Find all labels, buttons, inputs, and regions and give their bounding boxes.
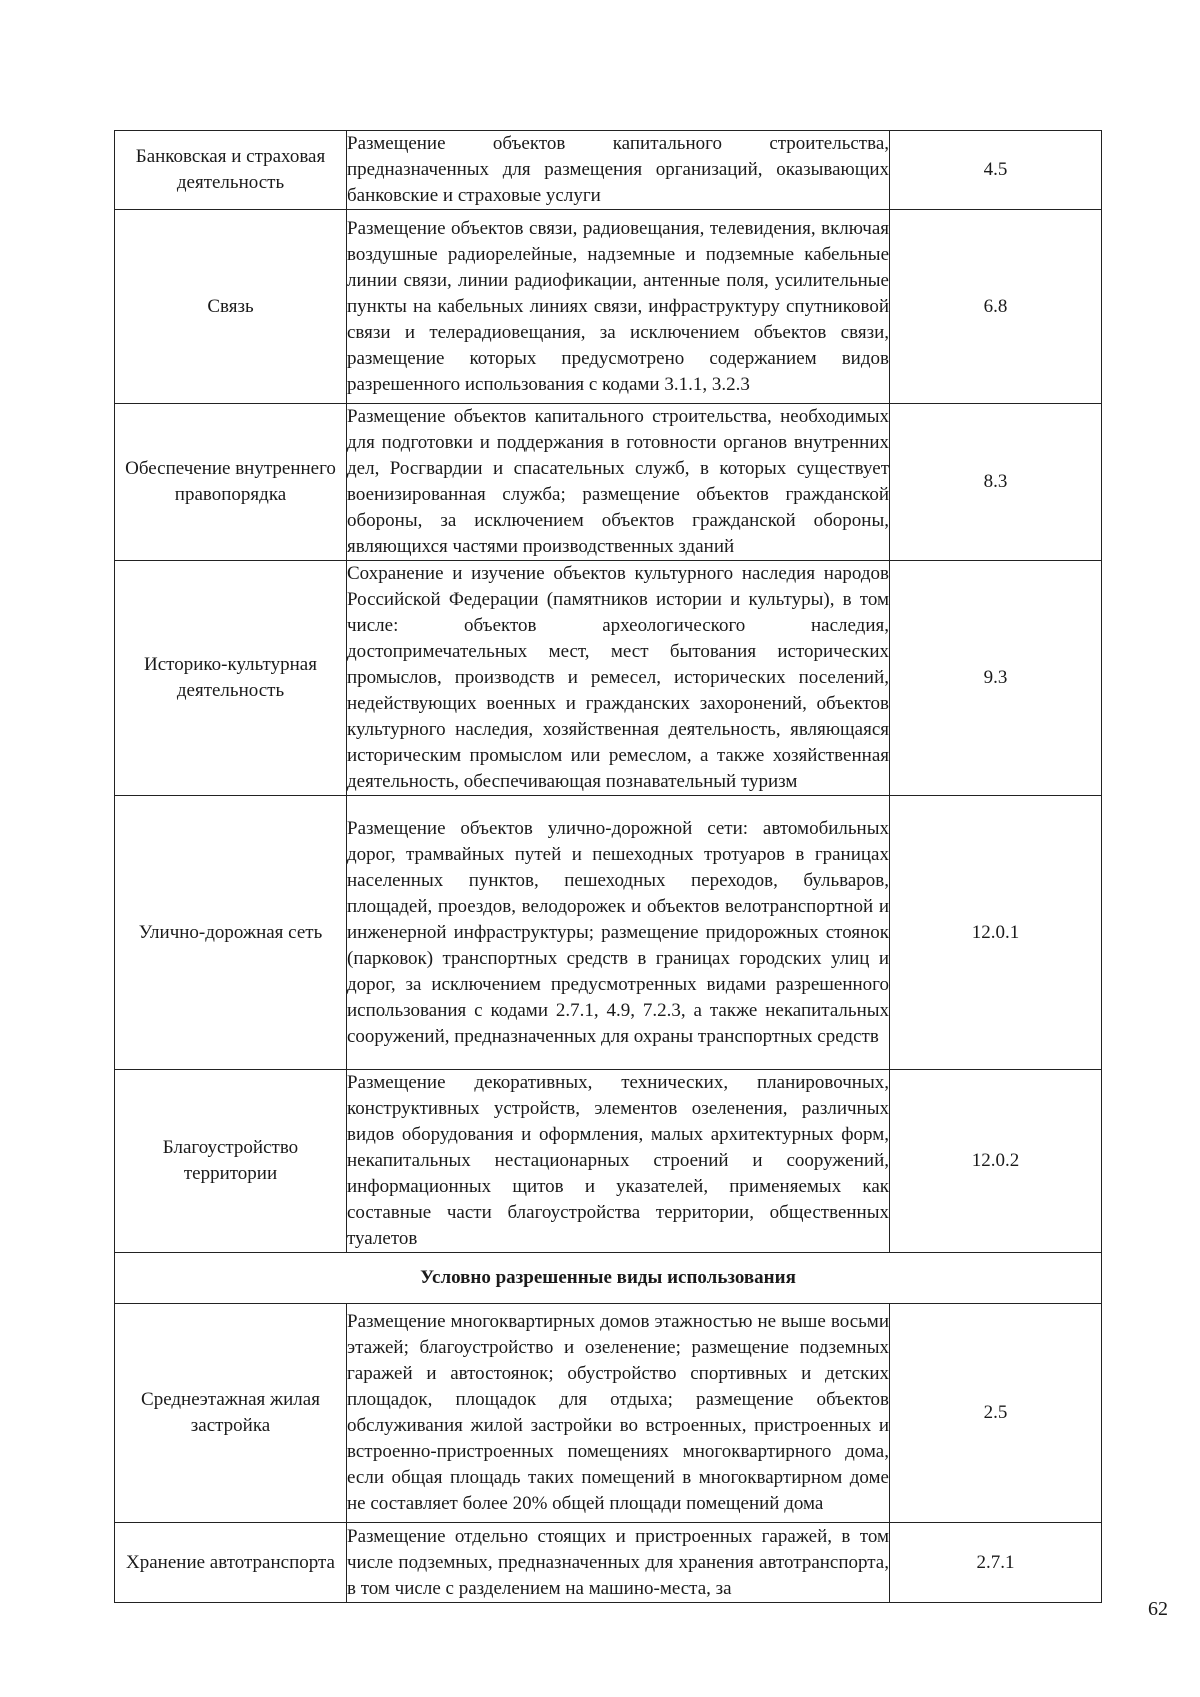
use-code: 9.3 [890,561,1102,796]
use-description: Размещение объектов улично-дорожной сети: автомобильных дорог, трамвайных путей и пешеходных тротуаров в границах населенных пунктов, пешеходных переходов, бульваров, площадей, проездов, велодорожек и объектов велотранспортной и инженерной инфраструктуры; размещение придорожных стоянок (парковок) транспортных средств в границах городских улиц и дорог, за исключением предусмотренных видами разрешенного использования с кодами 2.7.1, 4.9, 7.2.3, а также некапитальных сооружений, предназначенных для охраны транспортных средств [347,796,890,1070]
use-description: Размещение объектов связи, радиовещания, телевидения, включая воздушные радиорелейные, надземные и подземные кабельные линии связи, линии радиофикации, антенные поля, усилительные пункты на кабельных линиях связи, инфраструктуру спутниковой связи и телерадиовещания, за исключением объектов связи, размещение которых предусмотрено содержанием видов разрешенного использования с кодами 3.1.1, 3.2.3 [347,210,890,404]
use-name: Историко-культурная деятельность [115,561,347,796]
use-description: Размещение объектов капитального строительства, предназначенных для размещения организаций, оказывающих банковские и страховые услуги [347,131,890,210]
use-code: 4.5 [890,131,1102,210]
use-description: Размещение многоквартирных домов этажностью не выше восьми этажей; благоустройство и озеленение; размещение подземных гаражей и автостоянок; обустройство спортивных и детских площадок, площадок для отдыха; размещение объектов обслуживания жилой застройки во встроенных, пристроенных и встроенно-пристроенных помещениях многоквартирного дома, если общая площадь таких помещений в многоквартирном доме не составляет более 20% общей площади помещений дома [347,1304,890,1523]
table-row [115,210,1102,404]
section-row [115,1253,1102,1304]
use-description: Размещение декоративных, технических, планировочных, конструктивных устройств, элементов озеленения, различных видов оборудования и оформления, малых архитектурных форм, некапитальных нестационарных строений и сооружений, информационных щитов и указателей, применяемых как составные части благоустройства территории, общественных туалетов [347,1070,890,1253]
land-use-table [114,130,1102,1603]
use-name: Улично-дорожная сеть [115,796,347,1070]
use-code: 6.8 [890,210,1102,404]
use-description: Сохранение и изучение объектов культурного наследия народов Российской Федерации (памятников истории и культуры), в том числе: объектов археологического наследия, достопримечательных мест, мест бытования исторических промыслов, производств и ремесел, исторических поселений, недействующих военных и гражданских захоронений, объектов культурного наследия, хозяйственная деятельность, являющаяся историческим промыслом или ремеслом, а также хозяйственная деятельность, обеспечивающая познавательный туризм [347,561,890,796]
table-row [115,1304,1102,1523]
use-name: Связь [115,210,347,404]
use-name: Среднеэтажная жилая застройка [115,1304,347,1523]
table-row [115,404,1102,561]
use-description: Размещение объектов капитального строительства, необходимых для подготовки и поддержания в готовности органов внутренних дел, Росгвардии и спасательных служб, в которых существует военизированная служба; размещение объектов гражданской обороны, за исключением объектов гражданской обороны, являющихся частями производственных зданий [347,404,890,561]
use-name: Банковская и страховая деятельность [115,131,347,210]
use-name: Хранение автотранспорта [115,1523,347,1603]
table-row [115,796,1102,1070]
use-name: Обеспечение внутреннего правопорядка [115,404,347,561]
use-name: Благоустройство территории [115,1070,347,1253]
table-row [115,1523,1102,1603]
table-row [115,1070,1102,1253]
table-row [115,561,1102,796]
use-code: 12.0.2 [890,1070,1102,1253]
use-code: 8.3 [890,404,1102,561]
use-description: Размещение отдельно стоящих и пристроенных гаражей, в том числе подземных, предназначенных для хранения автотранспорта, в том числе с разделением на машино-места, за [347,1523,890,1603]
page-number: 62 [1148,1598,1168,1620]
section-title: Условно разрешенные виды использования [115,1253,1102,1304]
use-code: 2.7.1 [890,1523,1102,1603]
table-row [115,131,1102,210]
use-code: 12.0.1 [890,796,1102,1070]
use-code: 2.5 [890,1304,1102,1523]
